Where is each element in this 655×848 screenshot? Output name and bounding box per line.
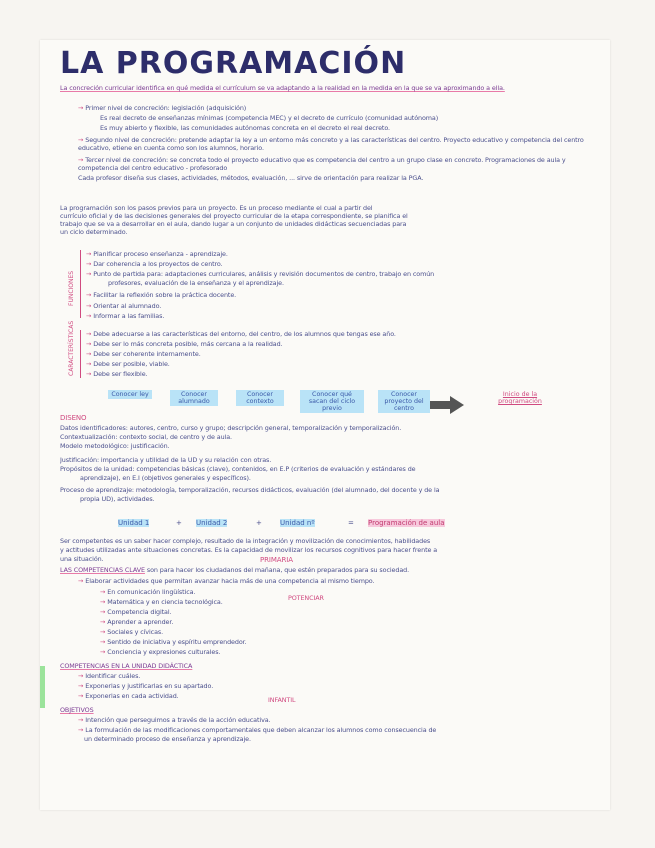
funcion-item: → Orientar al alumnado. (86, 302, 162, 310)
diseno-label: DISEÑO (60, 414, 87, 422)
objetivo-2: → La formulación de las modificaciones comportamentales que deben alcanzar los alumnos como consecuencia de (78, 726, 437, 734)
potenciar-label: POTENCIAR (288, 594, 324, 602)
programacion-def-1: La programación son los pasos previos para un proyecto. Es un proceso mediante el cual a partir del (60, 204, 373, 212)
programacion-def-3: trabajo que se va a desarrollar en el aula, dando lugar a un conjunto de unidades didácticas secuenciadas para (60, 220, 407, 228)
caracteristicas-label: CARACTERÍSTICAS (68, 320, 75, 376)
diseno-step-contexto: Conocer contexto (236, 390, 284, 406)
diseno-end: Inicio de la programación (498, 391, 542, 405)
diseno-d5: Propósitos de la unidad: competencias básicas (clave), contenidos, en E.P (criterios de evaluación y estándares de (60, 465, 416, 473)
unidad-n: Unidad nº (280, 519, 315, 527)
ud-item: → Exponerlas en cada actividad. (78, 692, 179, 700)
nivel-1-detail: Es real decreto de enseñanzas mínimas (competencia MEC) y el decreto de currículo (comunidad autónoma) (100, 114, 439, 122)
caracteristicas-bracket (80, 330, 81, 378)
programacion-def-2: currículo oficial y de las decisiones generales del proyecto curricular de la etapa correspondiente, se planifica el (60, 212, 408, 220)
competencia-item: → Competencia digital. (100, 608, 172, 616)
funcion-item: → Facilitar la reflexión sobre la práctica docente. (86, 291, 237, 299)
funcion-item: → Punto de partida para: adaptaciones curriculares, análisis y revisión documentos de centro, trabajo en común (86, 270, 435, 278)
plus-1: + (176, 519, 182, 527)
primaria-label: PRIMARIA (260, 556, 293, 564)
programacion-aula: Programación de aula (368, 519, 445, 527)
competencia-item: → Aprender a aprender. (100, 618, 174, 626)
flow-arrow-body (430, 401, 452, 409)
nivel-3-detail: Cada profesor diseña sus clases, actividades, métodos, evaluación, ... sirve de orientación para realizar la PGA. (78, 174, 424, 182)
highlighter-mark (40, 666, 45, 708)
diseno-d8: propia UD), actividades. (80, 495, 155, 503)
funciones-bracket (80, 250, 81, 318)
caracteristica-item: → Debe ser flexible. (86, 370, 148, 378)
ud-item: → Identificar cuáles. (78, 672, 141, 680)
diseno-d1: Datos identificadores: autores, centro, curso y grupo; descripción general, temporalización y temporalización. (60, 424, 402, 432)
caracteristica-item: → Debe ser coherente internamente. (86, 350, 201, 358)
diseno-d4: Justificación: importancia y utilidad de la UD y su relación con otras. (60, 456, 272, 464)
competencia-item: → Matemática y en ciencia tecnológica. (100, 598, 223, 606)
diseno-d2: Contextualización: contexto social, de centro y de aula. (60, 433, 232, 441)
nivel-3: → Tercer nivel de concreción: se concreta todo el proyecto educativo que es competencia del centro a un grupo clase en concreto. Programaciones de aula y competencia del centro educativo - profesorado (78, 156, 566, 172)
ud-title: COMPETENCIAS EN LA UNIDAD DIDÁCTICA (60, 662, 193, 670)
competencia-item: → Sentido de iniciativa y espíritu emprendedor. (100, 638, 247, 646)
ud-item: → Exponerlas y justificarlas en su apartado. (78, 682, 214, 690)
flow-arrow-icon (450, 396, 464, 414)
objetivo-2-cont: un determinado proceso de enseñanza y aprendizaje. (84, 735, 251, 743)
funcion-item: → Dar coherencia a los proyectos de centro. (86, 260, 223, 268)
funcion-item: → Informar a las familias. (86, 312, 165, 320)
funcion-item: → Planificar proceso enseñanza - aprendizaje. (86, 250, 228, 258)
diseno-d7: Proceso de aprendizaje: metodología, temporalización, recursos didácticos, evaluación (del alumnado, del docente y de la (60, 486, 440, 494)
diseno-step-proyecto: Conocer proyecto del centro (378, 390, 430, 413)
infantil-label: INFANTIL (268, 696, 296, 704)
objetivos-title: OBJETIVOS (60, 706, 94, 714)
competencia-item: → En comunicación lingüística. (100, 588, 196, 596)
competencias-def-2: y actitudes utilizadas ante situaciones concretas. Es la capacidad de movilizar los recursos cognitivos para hacer frente a (60, 546, 438, 554)
diseno-d3: Modelo metodológico: justificación. (60, 442, 170, 450)
objetivo-1: → Intención que perseguimos a través de la acción educativa. (78, 716, 271, 724)
competencia-item: → Sociales y cívicas. (100, 628, 164, 636)
competencias-elegir: → Elaborar actividades que permitan avanzar hacia más de una competencia al mismo tiempo. (78, 577, 375, 585)
diseno-d6: aprendizaje), en E.I (objetivos generales y específicos). (80, 474, 251, 482)
nivel-1-detail-2: Es muy abierto y flexible, las comunidades autónomas concreta en el decreto el real decreto. (100, 124, 390, 132)
diseno-step-ley: Conocer ley (108, 390, 152, 399)
unidad-1: Unidad 1 (118, 519, 150, 527)
page-title: LA PROGRAMACIÓN (60, 46, 407, 81)
funciones-label: FUNCIONES (68, 270, 75, 306)
competencias-def-1: Ser competentes es un saber hacer complejo, resultado de la integración y movilización de conocimientos, habilidades (60, 537, 431, 545)
competencias-clave: LAS COMPETENCIAS CLAVE son para hacer los ciudadanos del mañana, que estén preparados para su sociedad. (60, 566, 410, 574)
concrecion-intro: La concreción curricular identifica en qué medida el currículum se va adaptando a la realidad en la medida en la que se va aproximando a ella. (60, 84, 505, 92)
diseno-step-alumnado: Conocer alumnado (170, 390, 218, 406)
nivel-1: → Primer nivel de concreción: legislación (adquisición) (78, 104, 247, 112)
competencia-item: → Conciencia y expresiones culturales. (100, 648, 221, 656)
caracteristica-item: → Debe adecuarse a las características del entorno, del centro, de los alumnos que tengas ese año. (86, 330, 396, 338)
plus-2: + (256, 519, 262, 527)
diseno-step-ciclo-previo: Conocer qué sacan del ciclo previo (300, 390, 364, 413)
caracteristica-item: → Debe ser lo más concreta posible, más cercana a la realidad. (86, 340, 283, 348)
caracteristica-item: → Debe ser posible, viable. (86, 360, 170, 368)
funcion-item-cont: profesores, evaluación de la enseñanza y el aprendizaje. (108, 279, 284, 287)
unidad-2: Unidad 2 (196, 519, 228, 527)
nivel-2: → Segundo nivel de concreción: pretende adaptar la ley a un entorno más concreto y a las características del centro. Proyecto educativo y competencia del centro educativo, etiene en cuenta como son los alumnos, horario. (78, 136, 584, 152)
equals: = (348, 519, 354, 527)
programacion-def-4: un ciclo determinado. (60, 228, 128, 236)
competencias-def-3: una situación. (60, 555, 104, 563)
